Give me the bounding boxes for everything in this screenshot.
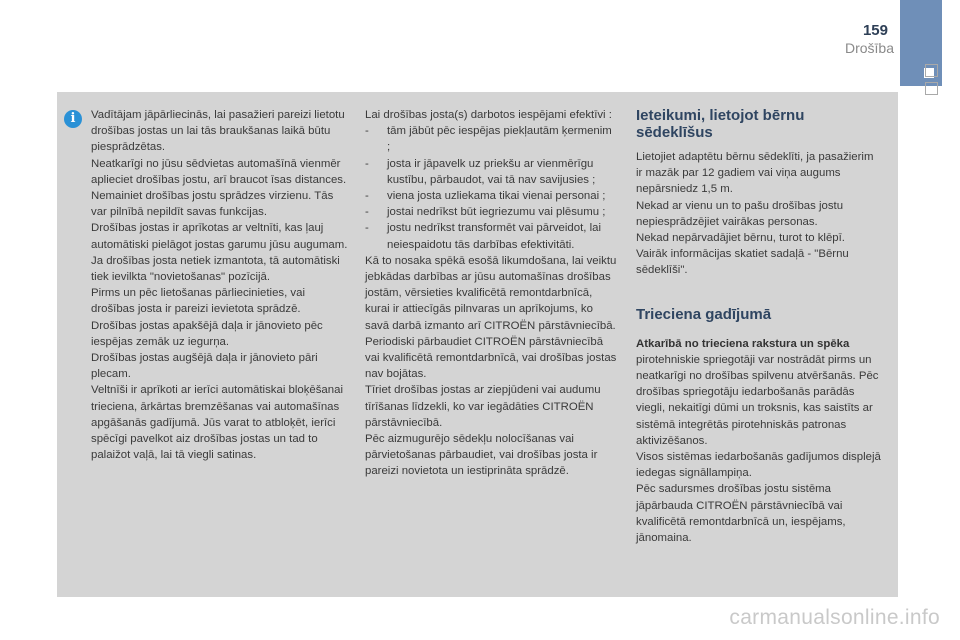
list-item-text: viena josta uzliekama tikai vienai personai ;	[387, 190, 606, 203]
paragraph: Nekad ar vienu un to pašu drošības jostu nepiesprādzējiet vairākas personas.	[636, 199, 844, 228]
paragraph: Pirms un pēc lietošanas pārliecinieties, vai drošības josta ir pareizi ievietota sprādzē.	[91, 287, 305, 316]
section-heading: Trieciena gadījumā	[636, 305, 772, 323]
paragraph: Periodiski pārbaudiet CITROËN pārstāvniecībā vai kvalificētā remontdarbnīcā, vai drošības jostas nav bojātas.	[365, 335, 617, 381]
list-item-text: jostu nedrīkst transformēt vai pārveidot, lai neiespaidotu tās darbības efektivitāti.	[387, 222, 601, 251]
info-icon: i	[64, 110, 82, 128]
paragraph: Drošības jostas ir aprīkotas ar veltnīti, kas ļauj automātiski pielāgot jostas garumu jūsu augumam. Ja drošības josta netiek izmantota, tā automātiski tiek ievilkta "novietošanas" pozīcijā.	[91, 222, 348, 284]
paragraph: Tīriet drošības jostas ar ziepjūdeni vai audumu tīrīšanas līdzekli, ko var iegādāties CITROËN pārstāvniecībā.	[365, 384, 601, 429]
paragraph: Drošības jostas apakšējā daļa ir jānovieto pēc iespējas zemāk uz iegurņa.	[91, 319, 323, 348]
intro-text: Lai drošības josta(s) darbotos iespējami efektīvi :	[365, 109, 612, 121]
list-item: - jostu nedrīkst transformēt vai pārveidot, lai neiespaidotu tās darbības efektivitāti.	[365, 222, 601, 251]
paragraph: Visos sistēmas iedarbošanās gadījumos displejā iedegas signāllampiņa.	[636, 451, 881, 480]
list-item-text: tām jābūt pēc iespējas piekļautām ķermenim ;	[387, 125, 612, 154]
column-child-seats-and-impact	[636, 107, 882, 546]
list-item: - viena josta uzliekama tikai vienai personai ;	[365, 190, 606, 203]
page-number: 159	[862, 22, 888, 39]
paragraph: Vadītājam jāpārliecinās, lai pasažieri pareizi lietotu drošības jostas un lai tās braukšanas laikā būtu piesprādzētas.	[91, 109, 345, 154]
column-safety-notes	[91, 107, 349, 463]
paragraph: Veltnīši ir aprīkoti ar ierīci automātiskai bloķēšanai trieciena, ārkārtas bremzēšanas vai automašīnas apgāšanās gadījumā. Jūs varat to atbloķēt, ierīci spēcīgi pavelkot aiz drošības jostas un tad to palaižot vaļā, lai tā viegli satinas.	[91, 384, 343, 462]
paragraph: Nemainiet drošības jostu sprādzes virzienu. Tās var pilnībā nepildīt savas funkcijas.	[91, 190, 334, 219]
paragraph-text: pirotehniskie spriegotāji var nostrādāt pirms un neatkarīgi no drošības spilvenu atvēršanās. Pēc drošības spriegotāju iedarbošanās parādās viegli, nekaitīgi dūmi un troksnis, kas saistīts ar sistēmā integrētās pirotehniskās patronas aktivizēšanos.	[636, 353, 879, 447]
paragraph: Nekad nepārvadājiet bērnu, turot to klēpī.	[636, 232, 845, 245]
column-belt-usage	[365, 107, 617, 480]
chapter-marker-empty	[925, 64, 938, 77]
paragraph	[636, 336, 882, 449]
section-title: Drošība	[844, 40, 894, 56]
paragraph: Kā to nosaka spēkā esošā likumdošana, lai veiktu jebkādas darbības ar jūsu automašīnas drošības jostām, vērsieties kvalificētā remontdarbnīcā, kurai ir attiecīgās pilnvaras un aprīkojums, ko savā darbā izmanto arī CITROËN pārstāvniecībā.	[365, 254, 617, 332]
paragraph: Neatkarīgi no jūsu sēdvietas automašīnā vienmēr aplieciet drošības jostu, arī braucot īsas distances.	[91, 157, 347, 186]
list-item: - jostai nedrīkst būt iegriezumu vai plēsumu ;	[365, 206, 606, 219]
list-item-text: jostai nedrīkst būt iegriezumu vai plēsumu ;	[387, 206, 606, 219]
paragraph: Pēc aizmugurējo sēdekļu nolocīšanas vai pārvietošanas pārbaudiet, vai drošības josta ir pareizi novietota un iestiprināta sprādzē.	[365, 433, 598, 478]
paragraph: Lietojiet adaptētu bērnu sēdeklīti, ja pasažierim ir mazāk par 12 gadiem vai viņa augums nepārsniedz 1,5 m.	[636, 151, 874, 196]
list-item-text: josta ir jāpavelk uz priekšu ar vienmērīgu kustību, pārbaudot, vai tā nav savijusies ;	[387, 157, 596, 186]
watermark: carmanualsonline.info	[729, 606, 940, 629]
paragraph: Drošības jostas augšējā daļa ir jānovieto pāri plecam.	[91, 352, 318, 381]
bold-lead: Atkarībā no trieciena rakstura un spēka	[636, 337, 850, 350]
paragraph: Pēc sadursmes drošības jostu sistēma jāpārbauda CITROËN pārstāvniecībā vai kvalificētā remontdarbnīcā un, iespējams, jānomaina.	[636, 483, 846, 545]
chapter-marker-empty	[925, 82, 938, 95]
paragraph: Vairāk informācijas skatiet sadaļā - "Bērnu sēdeklīši".	[636, 248, 849, 277]
list-item: - tām jābūt pēc iespējas piekļautām ķermenim ;	[365, 125, 612, 154]
list-item: - josta ir jāpavelk uz priekšu ar vienmērīgu kustību, pārbaudot, vai tā nav savijusies ;	[365, 157, 596, 186]
section-heading: Ieteikumi, lietojot bērnu sēdeklīšus	[636, 107, 805, 141]
